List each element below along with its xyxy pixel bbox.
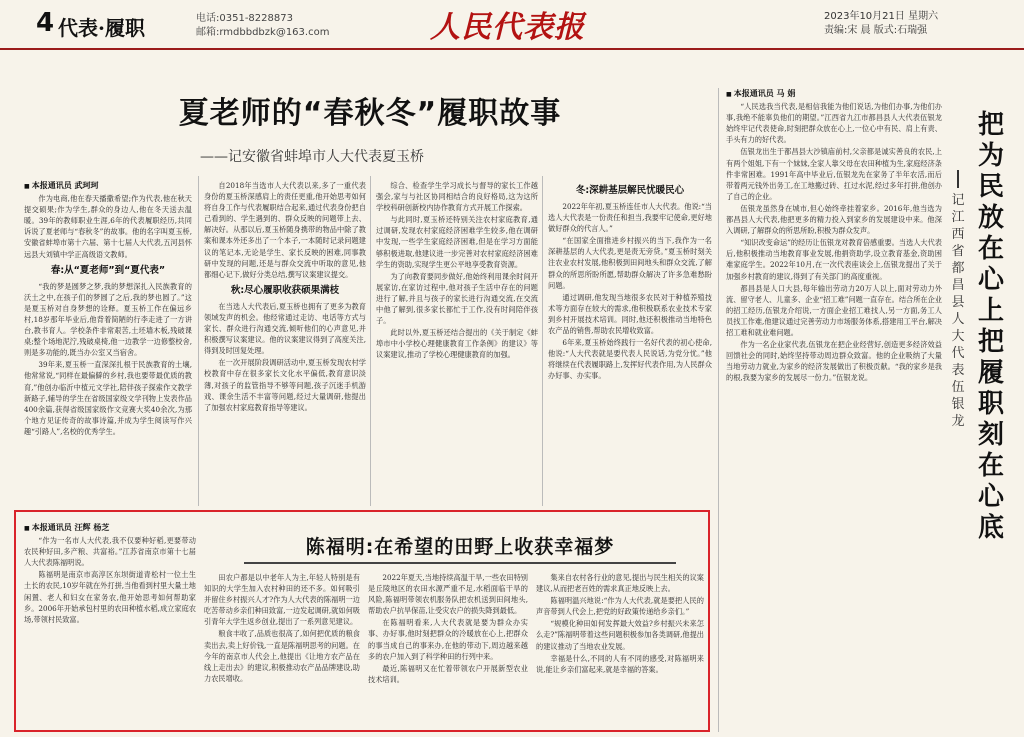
subhead-char: 表	[951, 363, 965, 378]
headline-char: 心	[977, 265, 1004, 295]
main-headline: 夏老师的“春秋冬”履职故事	[178, 96, 562, 131]
box-article-col-1	[24, 522, 196, 726]
right-vertical-subhead	[948, 170, 968, 430]
subhead-char: 县	[951, 295, 965, 310]
contact-info	[196, 12, 329, 40]
paragraph: “在国家全面推进乡村振兴的当下,我作为一名深耕基层的人大代表,更是责无旁贷。”夏玉桥时刻关注农业农村发展,他积极到田间地头和群众交流,了解群众的所思所盼所愿,帮助群众解决了许多急难愁盼问题。	[548, 236, 712, 290]
headline-char: 把	[977, 327, 1004, 357]
main-article-col-4	[548, 180, 712, 506]
paragraph: 集来自农村各行业的意见,提出与民生相关的议案建议,从而把老百姓的需求真正地反映上去。	[536, 573, 704, 594]
paragraph: “作为一名市人大代表,我不仅要种好稻,更要带动农民种好田,多产粮、共富裕。”江苏省南京市第十七届人大代表陈福明说。	[24, 536, 196, 568]
issue-date: 2023年10月21日 星期六	[824, 11, 939, 22]
headline-char: 职	[977, 389, 1004, 419]
box-headline: 陈福明:在希望的田野上收获幸福梦	[305, 536, 615, 558]
right-vertical-headline	[974, 110, 1008, 544]
headline-char: 把	[977, 110, 1004, 140]
paragraph: 在陈福明看来,人大代表就是要为群众办实事、办好事,他时刻把群众的冷暖放在心上,把群众的事当成自己的事来办,在他的带动下,周边越来越多的农户加入到了科学种田的行列中来。	[368, 618, 528, 661]
headline-char: 为	[977, 141, 1004, 171]
paragraph: 作为一名企业家代表,伍银龙在把企业经营好,创造更多经济效益回馈社会的同时,始终坚持带动周边群众致富。他的企业吸纳了大量当地劳动力就业,为家乡的经济发展做出了积极贡献。“我的家乡是我的根,我要为家乡的发展尽一份力。”伍银龙说。	[726, 340, 942, 383]
paragraph: 作为电商,他在春天播撒希望;作为代表,他在秋天提交硕果;作为学生,群众的身边人,他在冬天送去温暖。39年的教师职业生涯,6年的代表履职经历,共同诉说了夏老师与“春秋冬”的故事。他的名字叫夏玉桥,安徽省蚌埠市第十六届、第十七届人大代表,五河县怀远县大刘镇中学正高级语文教师。	[24, 194, 192, 259]
paragraph: “人民选我当代表,是相信我能为他们说话,为他们办事,为他们办事,我绝不能辜负他们的期望。”江西省九江市都昌县人大代表伍银龙始终牢记代表使命,时刻把群众放在心上,一位心中有民、肩上有责、手头有力的好代表。	[726, 102, 942, 145]
paragraph: 伍银龙虽然身在城市,但心始终牵挂着家乡。2016年,他当选为都昌县人大代表,他把更多的精力投入到家乡的发展建设中来。他深入调研,了解群众的所思所盼,积极为群众发声。	[726, 203, 942, 236]
subhead-char: 西	[951, 227, 965, 242]
subheading-winter: 冬:深耕基层解民忧暖民心	[575, 185, 685, 196]
box-byline: ■ 本报通讯员 汪辉 杨芝	[24, 522, 196, 534]
paragraph: 都昌县是人口大县,每年输出劳动力20万人以上,面对劳动力外流、留守老人、儿童多、企业“招工难”问题一直存在。结合所在企业的招工经历,伍银龙介绍说,一方面企业招工难找人,另一方面,务工人员找工作难,他建议通过完善劳动力市场服务体系,搭建用工平台,解决招工难和就业难问题。	[726, 283, 942, 337]
headline-char: 刻	[977, 420, 1004, 450]
column-rule	[718, 88, 719, 732]
email-text: 邮箱:rmdbbdbzk@163.com	[196, 27, 330, 38]
subhead-char: 昌	[951, 278, 965, 293]
paragraph: 通过调研,他发现当地很多农民对于种植养殖技术等方面存在较大的需求,他积极联系农业技术专家到乡村开展技术培训。同时,他还积极推动当地特色农产品的销售,帮助农民增收致富。	[548, 292, 712, 336]
paragraph: 伍银龙出生于都昌县大沙镇庙前村,父亲都是诚实善良的农民,上有两个姐姐,下有一个妹妹,全家人靠父母在农田种植为生,家庭经济条件非常困难。1991年高中毕业后,伍银龙先在家务了半年农活,而后带着两元钱外出务工,在工地搬过砖、扛过水泥,经过多年打拼,他创办了自己的企业。	[726, 147, 942, 201]
subhead-char: 江	[951, 210, 965, 225]
right-byline: ■ 本报通讯员 马 娟	[726, 88, 942, 100]
main-byline: ■ 本报通讯员 武珂珂	[24, 180, 192, 192]
headline-char: 民	[977, 172, 1004, 202]
paragraph: “知识改变命运”的经历让伍银龙对教育倍感重要。当选人大代表后,他积极推动当地教育事业发展,他捐资助学,设立教育基金,资助困难家庭学生。2022年10月,在一次代表座谈会上,伍银龙提出了关于加强乡村教育的建议,得到了有关部门的高度重视。	[726, 238, 942, 281]
paragraph: 在当选人大代表后,夏玉桥也拥有了更多为教育领域发声的机会。他经常通过走访、电话等方式与家长、群众进行沟通交流,倾听他们的心声意见,并积极撰写议案建议。他的议案建议得到了高度关注,得到及时回复处理。	[204, 301, 366, 356]
issue-info	[824, 10, 972, 38]
subhead-char: 人	[951, 312, 965, 327]
subhead-char: 都	[951, 261, 965, 276]
paragraph: 此时以外,夏玉桥还结合提出的《关于制定《蚌埠市中小学校心理健康教育工作条例》的建议》等议案建议,推动了学校心理健康教育的加强。	[376, 328, 538, 360]
paragraph: 自2018年当选市人大代表以来,多了一重代表身份的夏玉桥深感肩上的责任更重,他开始思考如何将自身工作与代表履职结合起来,通过代表身份把自己看到的、学生遇到的、群众反映的问题带上去、解决好。从那以后,夏玉桥随身携带的物品中除了教案和课本外还多出了一个本子,一本随时记录问题建议的笔记本,无论是学生、家长反映的困难,同事教研中发现的问题,还是与群众交流中听取的意见,他都细心记下,做好分类总结,撰写议案建议提交。	[204, 181, 366, 279]
main-article-col-2	[204, 180, 366, 506]
subhead-char: 银	[951, 397, 965, 412]
paragraph: 田农户都是以中老年人为主,年轻人特别是有知识的大学生加入农村种田的还不多。如何吸引并留住乡村振兴人才?作为人大代表的陈福明一边吃苦带动乡亲们种田致富,一边发起调研,就如何吸引青年大学生返乡创业,提出了一系列意见建议。	[204, 573, 360, 627]
box-article-col-2	[204, 572, 360, 726]
paragraph: 与此同时,夏玉桥还特别关注农村家庭教育,通过调研,发现农村家庭经济困难学生较多,他在调研中发现,一些学生家庭经济困难,但是在学习方面能够积极进取,他建议进一步完善对农村家庭经济困难学生的资助,实现学生更公平地享受教育资源。	[376, 215, 538, 269]
masthead	[0, 0, 1024, 50]
paragraph: 在一次开展阶段调研活动中,夏玉桥发现农村学校教育中存在很多家长文化水平偏低,教育意识淡薄,对孩子的监管指导不够等问题,孩子沉迷手机游戏、课余生活不丰富等问题,经过大量调研,他提出了加强农村家庭教育指导等建议。	[204, 358, 366, 412]
subhead-char: 大	[951, 329, 965, 344]
subheading-autumn: 秋:尽心履职收获硕果满枝	[230, 284, 340, 296]
column-rule	[370, 176, 371, 506]
subhead-char: 记	[951, 193, 965, 208]
box-headline-rule	[244, 562, 676, 564]
main-article-col-3	[376, 180, 538, 506]
paragraph: 39年来,夏玉桥一直深深扎根于民族教育的土壤,他常常说,“同样在最偏僻的乡村,我也要带最优质的教育,”他创办临沂中植元文学社,陪伴孩子探索作文教学新路子,辅导的学生在省级国家级文学刊物上发表作品400余篇,获得省级国家级作文竞赛大奖40余次,为那个地方见证传奇的故事诗篇,并成为学生阅读写作兴趣“引路人”,名校的优秀学生。	[24, 360, 192, 436]
headline-char: 放	[977, 203, 1004, 233]
subhead-char: 龙	[951, 414, 965, 429]
paragraph: 2022年年初,夏玉桥连任市人大代表。他说:“当选人大代表是一份责任和担当,我要牢记使命,更好地做好群众的代言人。”	[548, 202, 712, 234]
main-subhead: ——记安徽省蚌埠市人大代表夏玉桥	[200, 149, 424, 165]
paragraph: 6年来,夏玉桥始终践行一名好代表的初心使命,他说:“人大代表就是要代表人民说话,为党分忧。”他将继续在代表履职路上,发挥好代表作用,为人民群众办好事、办实事。	[548, 338, 712, 381]
dash-mark	[957, 170, 959, 188]
paragraph: “规模化种田如何发挥最大效益?乡村振兴未来怎么走?”陈福明带着这些问题积极参加各类调研,他提出的建议推动了当地农业发展。	[536, 619, 704, 651]
paragraph: 最近,陈福明又在忙着带领农户开展新型农业技术培训。	[368, 663, 528, 684]
headline-char: 底	[977, 513, 1004, 543]
issue-editors: 责编:宋 晨 版式:石瑞强	[824, 25, 928, 36]
right-article-body	[726, 88, 942, 732]
headline-char: 上	[977, 296, 1004, 326]
headline-char: 在	[977, 234, 1004, 264]
page-number: 4	[36, 8, 55, 38]
subhead-char: 伍	[951, 380, 965, 395]
box-article-col-3	[368, 572, 528, 726]
subhead-char: 代	[951, 346, 965, 361]
box-article-col-4	[536, 572, 704, 726]
main-article-col-1	[24, 180, 192, 506]
paragraph: 陈福明是南京市高淳区东坝街道青松村一位土生土长的农民,10岁年就在外打拼,当他看到村里大量土地闲置、老人和妇女在家务农,他开始思考如何帮助家乡。2006年开始承包村里的农田种植水稻,成立家庭农场,带领村民致富。	[24, 570, 196, 624]
subheading-spring: 春:从“夏老师”到“夏代表”	[50, 264, 166, 276]
section-name: 代表·履职	[58, 16, 145, 40]
headline-char: 心	[977, 482, 1004, 512]
phone-text: 电话:0351-8228873	[196, 13, 293, 24]
headline-char: 履	[977, 358, 1004, 388]
headline-char: 在	[977, 451, 1004, 481]
paragraph: 陈福明温兴地说:“作为人大代表,就是要把人民的声音带到人代会上,把党的好政策传递给乡亲们。”	[536, 596, 704, 617]
newspaper-logo: 人民代表报	[430, 10, 585, 45]
column-rule	[198, 176, 199, 506]
paragraph: 为了向教育要同步做好,他始终利用课余时间开展家访,在家访过程中,他对孩子生活中存在的问题进行了解,并且与孩子的家长进行沟通交流,在交流中他了解到,很多家长都忙于工作,没有时间陪伴孩子。	[376, 271, 538, 326]
paragraph: 粮食丰收了,品质也很高了,如何把优质的粮食卖出去,卖上好价钱,一直是陈福明思考的问题。在今年的南京市人代会上,他提出《让地方农产品在线上走出去》的建议,积极推动农产品品牌建设,助力农民增收。	[204, 629, 360, 683]
subhead-char: 省	[951, 244, 965, 259]
paragraph: 2022年夏天,当地持续高温干旱,一些农田特别是丘陵地区的农田水源严重不足,水稻面临干旱的风险,陈福明带领农机服务队把农机送到田间地头,帮助农户抗旱保苗,让受灾农户的损失降到最低。	[368, 573, 528, 616]
paragraph: 幸福是什么,不同的人有不同的感受,对陈福明来说,能让乡亲们富起来,就是幸福的答案。	[536, 653, 704, 674]
paragraph: 综合、检查学生学习成长与督导的家长工作越强会,家与与社区协同相结合的良好格局,这为这所学校科研创新校内协作教育方式开展工作探索。	[376, 181, 538, 213]
paragraph: “我的梦是圆梦之梦,我的梦想深扎入民族教育的沃土之中,在孩子们的梦圆了之后,我的梦也圆了。”这是夏玉桥对自身梦想的诠释。夏玉桥工作在偏远乡村,18岁那年毕业后,他背着简陋的行李走进了一方讲台,教书育人。学校条件非常艰苦,土坯墙木板,残破课桌;整个场地泥泞,残破桌椅,他一边教学一边修整校舍,则是多功能的,既当办公室又当宿舍。	[24, 281, 192, 358]
column-rule	[542, 176, 543, 506]
